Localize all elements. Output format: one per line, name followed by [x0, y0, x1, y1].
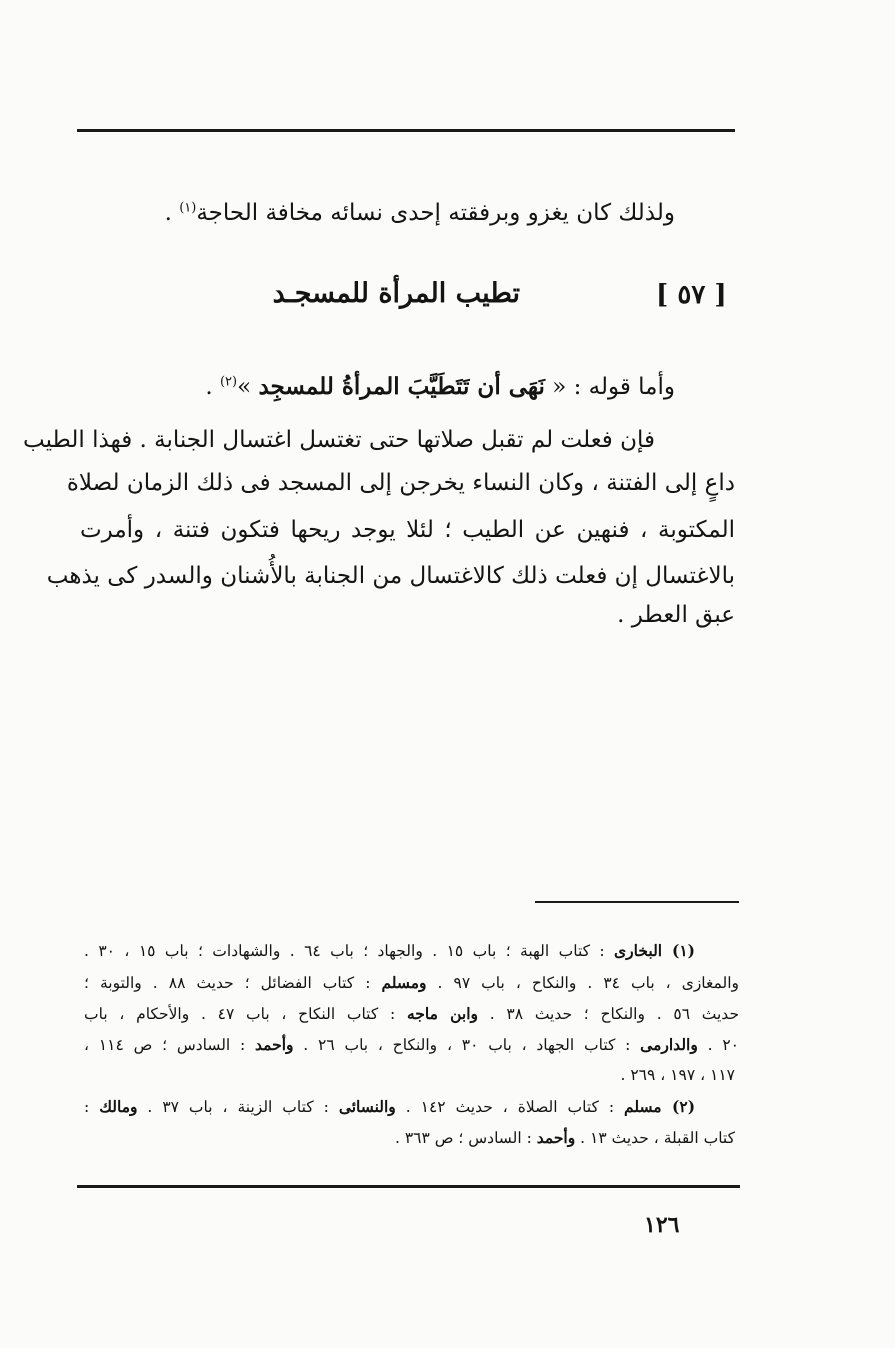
footnote-2-text: : كتاب الزينة ، باب ٣٧ . — [137, 1098, 339, 1116]
footnote-1-text: : كتاب الهبة ؛ باب ١٥ . والجهاد ؛ باب ٦٤ . والشهادات ؛ باب ١٥ ، ٣٠ . — [84, 942, 615, 960]
source-ahmad: وأحمد — [536, 1128, 576, 1147]
source-bukhari: البخارى — [614, 941, 663, 960]
footnote-1-line-1 — [84, 941, 695, 960]
section-title: تطيب المرأة للمسجـد — [272, 278, 520, 309]
quote-close: » — [237, 374, 259, 400]
footnote-1-line-5: ١١٧ ، ١٩٧ ، ٢٦٩ . — [620, 1066, 735, 1084]
source-ibn-majah: وابن ماجه — [406, 1004, 478, 1023]
paragraph-line-1: فإن فعلت لم تقبل صلاتها حتى تغتسل اغتسال الجنابة . فهذا الطيب — [23, 427, 655, 453]
footnote-1-line-3 — [84, 1004, 739, 1023]
intro-end: . — [164, 200, 180, 226]
source-nasai: والنسائى — [338, 1097, 396, 1116]
footnote-1-line-2 — [84, 973, 739, 992]
footnote-2-line-2 — [395, 1128, 735, 1147]
footnote-2-text: : كتاب الصلاة ، حديث ١٤٢ . — [395, 1098, 625, 1116]
source-muslim: ومسلم — [381, 973, 427, 992]
paragraph-line-4: بالاغتسال إن فعلت ذلك كالاغتسال من الجنابة بالأُشنان والسدر كى يذهب — [46, 563, 735, 589]
footnote-1-text: : كتاب الجهاد ، باب ٣٠ ، والنكاح ، باب ٢٦ . — [293, 1036, 641, 1054]
footnote-1-text: : كتاب الفضائل ؛ حديث ٨٨ . والتوبة ؛ — [84, 974, 382, 992]
page-number: ١٢٦ — [644, 1212, 680, 1238]
footnote-1-text: حديث ٥٦ . والنكاح ؛ حديث ٣٨ . — [478, 1005, 740, 1023]
quote-end: . — [205, 374, 220, 400]
source-ahmad: وأحمد — [255, 1035, 294, 1054]
footnote-1-text: : كتاب النكاح ، باب ٤٧ . والأحكام ، باب — [84, 1005, 407, 1023]
footnote-2-line-1 — [84, 1097, 695, 1116]
intro-line — [165, 190, 675, 236]
footnote-rule — [535, 901, 739, 903]
bottom-rule — [77, 1185, 740, 1188]
quote-lead: وأما قوله : « — [544, 374, 675, 400]
footnote-2-number: (٢) — [661, 1097, 696, 1116]
footnote-1-text: والمغازى ، باب ٣٤ . والنكاح ، باب ٩٧ . — [426, 974, 739, 992]
paragraph-line-3: المكتوبة ، فنهين عن الطيب ؛ لئلا يوجد ريحها فتكون فتنة ، وأمرت — [80, 517, 735, 543]
intro-text: ولذلك كان يغزو وبرفقته إحدى نسائه مخافة الحاجة — [196, 200, 675, 226]
footnote-1-text: : السادس ؛ ص ١١٤ ، — [84, 1036, 256, 1054]
footnote-1-number: (١) — [662, 941, 695, 960]
footnote-2-text: كتاب القبلة ، حديث ١٣ . — [575, 1129, 735, 1147]
quote-text: نَهَى أن تَتَطَيَّبَ المرأةُ للمسجِد — [258, 373, 545, 400]
footnote-2-text: : السادس ؛ ص ٣٦٣ . — [394, 1129, 537, 1147]
footnote-2-text: : — [84, 1098, 100, 1116]
footnote-ref-1: (١) — [179, 200, 197, 216]
footnote-ref-2: (٢) — [219, 374, 238, 390]
source-muslim: مسلم — [624, 1097, 662, 1116]
quote-line — [205, 364, 675, 410]
footnote-1-line-4 — [84, 1035, 739, 1054]
source-malik: ومالك — [99, 1097, 138, 1116]
footnote-1-text: ٢٠ . — [697, 1036, 740, 1054]
section-number: [ ٥٧ ] — [656, 280, 727, 310]
top-rule — [77, 129, 735, 132]
paragraph-line-5: عبق العطر . — [617, 602, 735, 628]
paragraph-line-2: داعٍ إلى الفتنة ، وكان النساء يخرجن إلى المسجد فى ذلك الزمان لصلاة — [66, 470, 735, 496]
source-darimi: والدارمى — [640, 1035, 698, 1054]
